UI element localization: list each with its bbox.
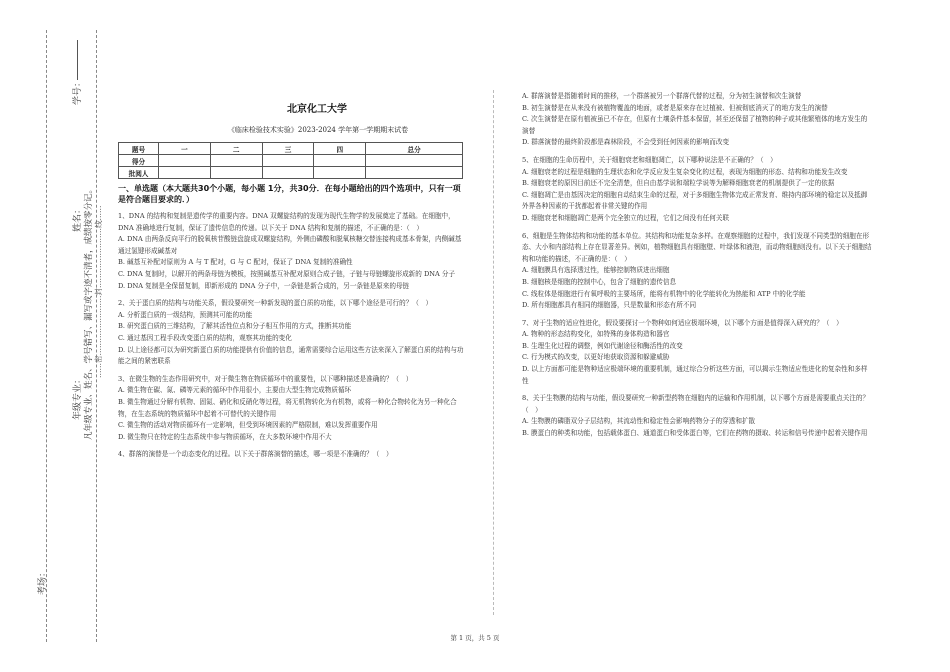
score-cell-section-2: 二 [210,143,262,155]
question-block [522,393,872,439]
question-stem: 1、DNA 的结构和复制是遗传学的重要内容。DNA 双螺旋结构的发现为现代生物学的发展奠定了基础。在细胞中，DNA 准确地进行复制，保证了遗传信息的传递。以下关于 DNA 结构和复制的描述，不正确的是：（ ） [118,212,455,232]
score-cell-section-4: 四 [314,143,366,155]
question-block [118,211,466,292]
student-id-label: 学号： [73,77,83,105]
score-input-cell[interactable] [366,155,463,167]
right-column [522,91,872,440]
binding-margin [0,0,112,672]
grader-row-label: 批阅人 [119,167,159,179]
university-title: 北京化工大学 [287,104,347,115]
score-cell-section-3: 三 [262,143,314,155]
left-column [118,183,466,461]
score-table [118,142,463,179]
exam-subtitle: 《临床检验技术实验》2023-2024 学年第一学期期末试卷 [227,126,409,134]
question-option: D. 微生物只在特定的生态系统中参与物质循环，在大多数环境中作用不大 [118,432,332,441]
question-option: B. 研究蛋白质的三维结构，了解其活性位点和分子相互作用的方式，推断其功能 [118,322,352,331]
question-option: A. 细胞衰老的过程是细胞的生理状态和化学反应发生复杂变化的过程，表现为细胞的形态、结构和功能发生改变 [522,167,848,176]
question-block [522,91,872,149]
score-row-label: 得分 [119,155,159,167]
score-input-cell[interactable] [159,155,211,167]
question-option: C. 细胞凋亡是由基因决定的细胞自动结束生命的过程，对于多细胞生物体完成正常发育、维持内部环境的稳定以及抵御外界各种因素的干扰都起着非常关键的作用 [522,190,868,211]
question-option: C. 通过基因工程手段改变蛋白质的结构，观察其功能的变化 [118,333,292,342]
question-option: A. 物种的形态结构变化，如特殊的身体构造和器官 [522,330,670,339]
binding-notice: 凡年级专业、姓名、学号错写、漏写或字迹不清者，成绩按零分记。 [84,184,94,440]
question-option: D. 以上途径都可以为研究新蛋白质的功能提供有价值的信息，通常需要综合运用这些方法来深入了解蛋白质的结构与功能之间的紧密联系 [118,345,464,366]
question-block [522,231,872,312]
question-option: B. 微生物通过分解有机物、固氮、硝化和反硝化等过程，将无机物转化为有机物，或将一种化合物转化为另一种化合物，在生态系统的物质循环中起着不可替代的关键作用 [118,397,457,418]
question-option: B. 细胞衰老的原因目前还不完全清楚，但自由基学说和端粒学说等为解释细胞衰老的机制提供了一定的依据 [522,179,835,188]
question-option: D. DNA 复制是全保留复制，即新形成的 DNA 分子中，一条链是新合成的，另一条链是原来的母链 [118,281,410,290]
grader-input-cell[interactable] [314,167,366,179]
score-input-cell[interactable] [314,155,366,167]
grader-input-cell[interactable] [262,167,314,179]
question-stem: 3、在微生物的生态作用研究中，对于微生物在物质循环中的重要性，以下哪种描述是准确的？（ ） [118,374,413,383]
question-option: A. 细胞膜具有选择透过性，能够控制物质进出细胞 [522,266,670,275]
score-cell-section-1: 一 [159,143,211,155]
score-input-cell[interactable] [210,155,262,167]
question-option: A. 微生物在碳、氮、磷等元素的循环中作用很小，主要由大型生物完成物质循环 [118,386,352,395]
question-option: B. 生理生化过程的调整，例如代谢途径和酶活性的改变 [522,341,683,350]
question-stem: 6、细胞是生物体结构和功能的基本单位。其结构和功能复杂多样。在观察细胞的过程中，我们发现不同类型的细胞在形态、大小和内部结构上存在显著差异。例如，植物细胞具有细胞壁、叶绿体和液泡，而动物细胞则没有。以下关于细胞结构和功能的描述，不正确的是：（ ） [522,231,872,263]
exam-site-label: 考场： [38,567,48,595]
grade-major-label: 年级专业： [73,374,83,420]
question-stem: 4、群落的演替是一个动态变化的过程。以下关于群落演替的描述，哪一项是不准确的？（ ） [118,450,393,459]
question-block [118,449,466,461]
left-question-list [118,211,466,461]
grader-input-cell[interactable] [159,167,211,179]
question-option: C. 微生物的活动对物质循环有一定影响，但受到环境因素的严格限制，难以发挥重要作用 [118,421,378,430]
score-cell-total: 总分 [366,143,463,155]
question-option: B. 膜蛋白的种类和功能，包括载体蛋白、通道蛋白和受体蛋白等，它们在药物的摄取、转运和信号传递中起着关键作用 [522,429,868,438]
question-stem: 2、关于蛋白质的结构与功能关系，假设要研究一种新发现的蛋白质的功能，以下哪个途径是可行的？（ ） [118,299,433,308]
question-option: B. 碱基互补配对原则为 A 与 T 配对，G 与 C 配对，保证了 DNA 复制的准确性 [118,258,353,267]
question-option: D. 群落演替的最终阶段都是森林阶段，不会受到任何因素的影响而改变 [522,138,730,147]
section-title: 一、单选题（本大题共30个小题，每小题 1分，共30分．在每小题给出的四个选项中，只有一项是符合题目要求的．） [118,184,461,204]
name-label: 姓名： [73,204,83,232]
question-option: B. 初生演替是在从来没有被植物覆盖的地面，或者是原来存在过植被、但被彻底消灭了的地方发生的演替 [522,103,828,112]
question-option: A. DNA 由两条反向平行的脱氧核苷酸链盘旋成双螺旋结构，外侧由磷酸和脱氧核糖交替连接构成基本骨架，内侧碱基通过氢键形成碱基对 [118,235,462,255]
question-stem: 5、在细胞的生命历程中，关于细胞衰老和细胞凋亡，以下哪种说法是不正确的？（ ） [522,155,777,164]
page-footer: 第 1 页，共 5 页 [450,634,500,642]
question-option: A. 生物膜的磷脂双分子层结构，其流动性和稳定性会影响药物分子的穿透和扩散 [522,417,756,426]
question-option: C. 线粒体是细胞进行有氧呼吸的主要场所，能将有机物中的化学能转化为热能和 ATP 中的化学能 [522,289,806,298]
question-option: C. DNA 复制时，以解开的两条母链为模板，按照碱基互补配对原则合成子链，子链与母链螺旋形成新的 DNA 分子 [118,269,456,278]
seal-line-text: ……密……………………封……………………线…… [94,205,103,378]
question-block [118,298,466,368]
question-option: D. 细胞衰老和细胞凋亡是两个完全独立的过程，它们之间没有任何关联 [522,213,730,222]
column-divider [493,90,494,615]
question-option: A. 群落演替是指随着时间的推移，一个群落被另一个群落代替的过程，分为初生演替和次生演替 [522,92,802,100]
right-question-list [522,91,872,440]
dashed-binding-line-inner [46,30,47,642]
student-id-underline [77,40,78,80]
score-table-header-row [119,143,463,155]
score-table-score-row [119,155,463,167]
grader-input-cell[interactable] [366,167,463,179]
question-stem: 7、对于生物的适应性进化，假设要探讨一个物种如何适应极端环境，以下哪个方面是值得深入研究的？（ ） [522,318,843,327]
question-option: A. 分析蛋白质的一级结构，预测其可能的功能 [118,310,253,319]
score-cell-label: 题号 [119,143,159,155]
question-block [522,155,872,225]
score-input-cell[interactable] [262,155,314,167]
question-option: D. 所有细胞都具有相同的细胞器，只是数量和形态有所不同 [522,301,697,310]
question-option: B. 细胞核是细胞的控制中心，包含了细胞的遗传信息 [522,277,677,286]
grader-input-cell[interactable] [210,167,262,179]
question-stem: 8、关于生物膜的结构与功能，假设要研究一种新型药物在细胞内的运输和作用机制，以下哪个方面是需要重点关注的？（ ） [522,394,870,414]
question-block [118,374,466,444]
question-option: C. 次生演替是在原有植被虽已不存在，但原有土壤条件基本保留，甚至还保留了植物的种子或其他繁殖体的地方发生的演替 [522,115,868,135]
question-option: C. 行为模式的改变，以更好地获取资源和躲避威胁 [522,353,670,362]
score-table-grader-row [119,167,463,179]
question-option: D. 以上方面都可能是物种适应极端环境的重要机制，通过综合分析这些方面，可以揭示生物适应性进化的复杂性和多样性 [522,365,868,385]
question-block [522,318,872,388]
